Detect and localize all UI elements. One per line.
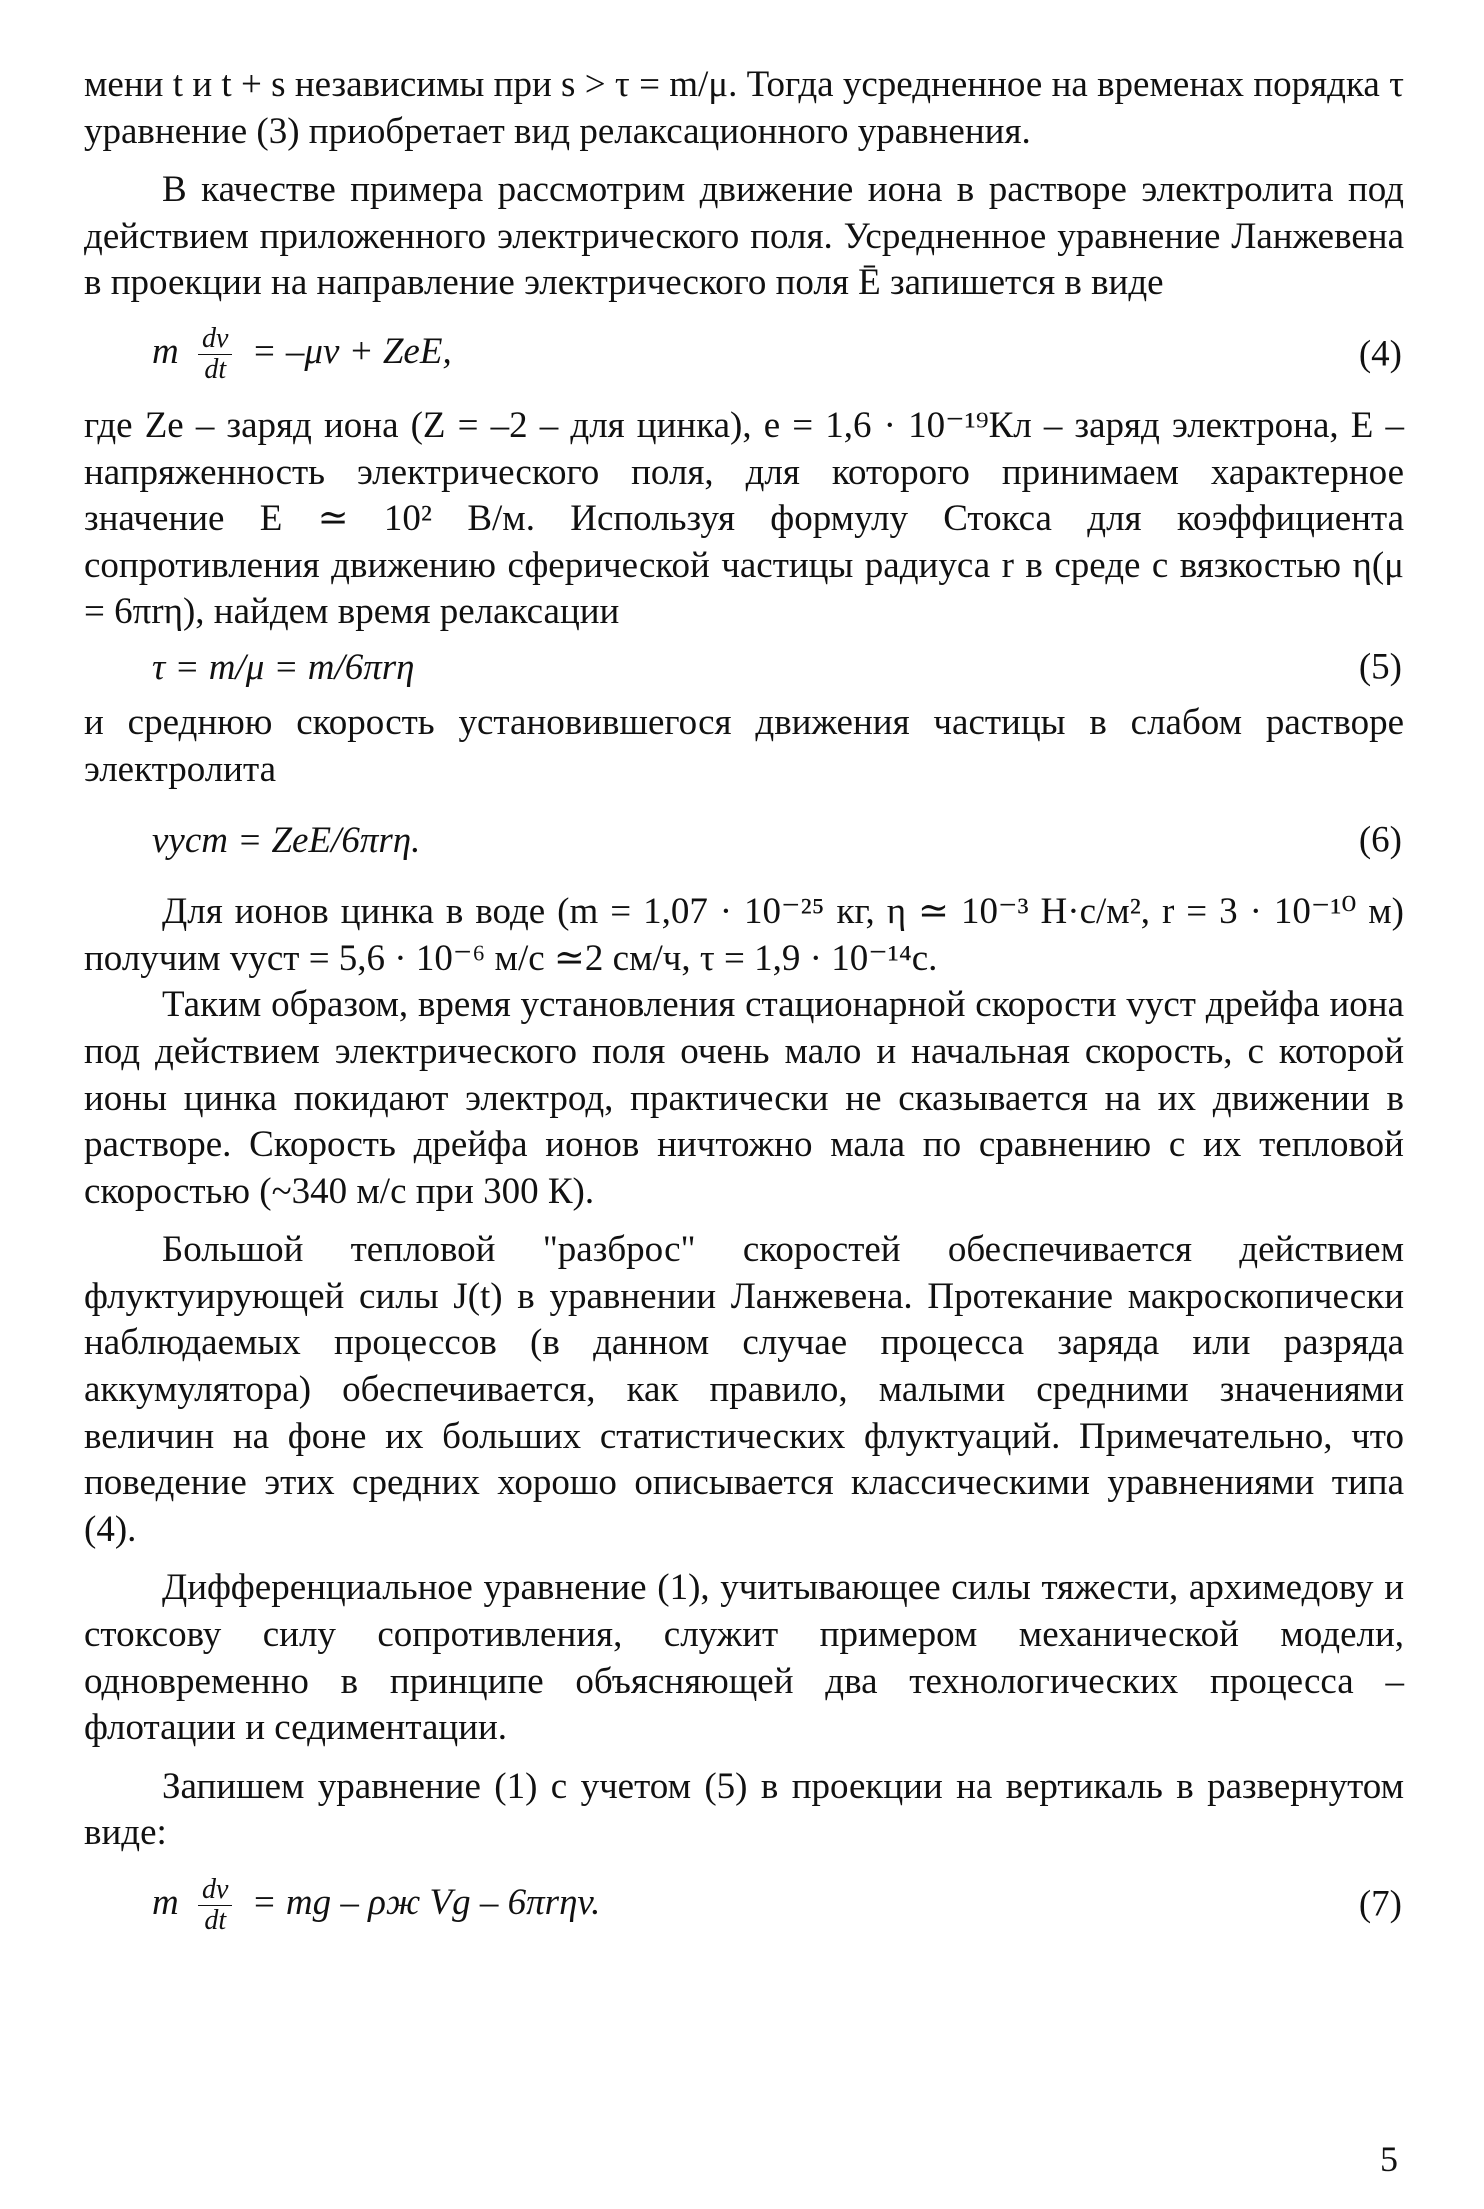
paragraph-3: где Ze – заряд иона (Z = –2 – для цинка), e = 1,6 · 10⁻¹⁹Кл – заряд электрона, E – напряженность электрического поля, для которого принимаем характерное значение E ≃ 10² В/м. Используя формулу Стокса для коэффициента сопротивления движению сферической частицы радиуса r в среде с вязкостью η(μ = 6πrη), найдем время релаксации <box>84 404 1404 633</box>
page-body <box>84 62 1404 1953</box>
equation-4-label: (4) <box>1358 333 1402 375</box>
paragraph-9: Запишем уравнение (1) с учетом (5) в проекции на вертикаль в развернутом виде: <box>84 1765 1404 1854</box>
equation-5 <box>84 636 1404 700</box>
page-number: 5 <box>1380 2139 1398 2179</box>
paragraph-2: В качестве примера рассмотрим движение иона в растворе электролита под действием приложенного электрического поля. Усредненное уравнение Ланжевена в проекции на направление электрического поля Ē запишется в виде <box>84 169 1404 304</box>
paragraph-6: Таким образом, время установления стационарной скорости vуст дрейфа иона под действием электрического поля очень мало и начальная скорость, с которой ионы цинка покидают электрод, практически не сказывается на их движении в растворе. Скорость дрейфа ионов ничтожно мала по сравнению с их тепловой скоростью (~340 м/с при 300 К). <box>84 984 1404 1212</box>
paragraph-1: мени t и t + s независимы при s > τ = m/μ. Тогда усредненное на временах порядка τ уравнение (3) приобретает вид релаксационного уравнения. <box>84 64 1404 152</box>
paragraph-7: Большой тепловой "разброс" скоростей обеспечивается действием флуктуирующей силы J(t) в уравнении Ланжевена. Протекание макроскопически наблюдаемых процессов (в данном случае процесса заряда или разряда аккумулятора) обеспечивается, как правило, малыми средними значениями величин на фоне их больших статистических флуктуаций. Примечательно, что поведение этих средних хорошо описывается классическими уравнениями типа (4). <box>84 1229 1404 1550</box>
equation-4 <box>84 307 1404 403</box>
equation-6 <box>84 793 1404 889</box>
equation-7-fraction: $\frac{dv}{dt}$ <box>198 1875 232 1936</box>
equation-4-fraction: $\frac{dv}{dt}$ <box>198 324 232 385</box>
equation-6-body: vуст = ZeE/6πrη. <box>152 819 421 861</box>
equation-6-label: (6) <box>1358 819 1402 861</box>
equation-7 <box>84 1857 1404 1953</box>
equation-4-body: m $\frac{dv}{dt}$ = –μv + ZeE, <box>152 323 452 386</box>
paragraph-8: Дифференциальное уравнение (1), учитывающее силы тяжести, архимедову и стоксову силу сопротивления, служит примером механической модели, одновременно в принципе объясняющей два технологических процесса – флотации и седиментации. <box>84 1567 1404 1749</box>
equation-5-label: (5) <box>1358 646 1402 688</box>
paragraph-4: и среднюю скорость установившегося движения частицы в слабом растворе электролита <box>84 701 1404 790</box>
equation-7-body: m $\frac{dv}{dt}$ = mg – ρж Vg – 6πrηv. <box>152 1873 601 1936</box>
paragraph-5: Для ионов цинка в воде (m = 1,07 · 10⁻²⁵ кг, η ≃ 10⁻³ Н·с/м², r = 3 · 10⁻¹⁰ м) получим vуст = 5,6 · 10⁻⁶ м/с ≃2 см/ч, τ = 1,9 · 10⁻¹⁴с. <box>84 891 1404 979</box>
equation-7-label: (7) <box>1358 1883 1402 1925</box>
equation-5-body: τ = m/μ = m/6πrη <box>152 646 415 688</box>
